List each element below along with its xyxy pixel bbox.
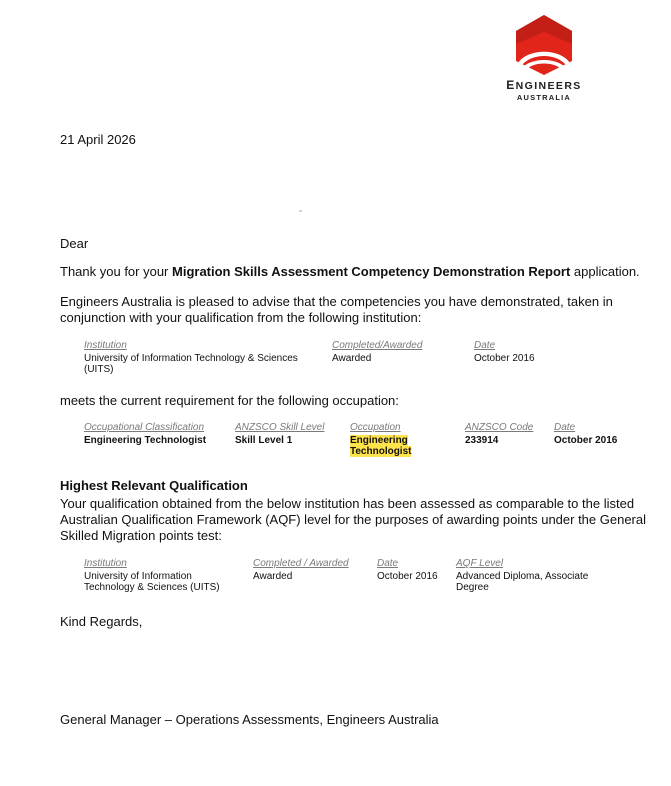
institution-header: Institution — [84, 340, 127, 351]
anzsco-code-header: ANZSCO Code — [465, 422, 534, 433]
meets-requirement-text: meets the current requirement for the following occupation: — [60, 393, 399, 408]
highest-qualification-heading: Highest Relevant Qualification — [60, 478, 248, 493]
aqf-level-value: Advanced Diploma, Associate Degree — [456, 571, 589, 593]
aqf-completed-value: Awarded — [253, 571, 293, 582]
classification-value: Engineering Technologist — [84, 435, 207, 446]
signature-title: General Manager – Operations Assessments, Engineers Australia — [60, 712, 439, 727]
skill-level-header: ANZSCO Skill Level — [235, 422, 325, 433]
aqf-completed-header: Completed / Awarded — [253, 558, 349, 569]
advice-paragraph: Engineers Australia is pleased to advise that the competencies you have demonstrated, taken in conjunction with your qualification from the following institution: — [60, 294, 613, 325]
highest-qualification-paragraph: Your qualification obtained from the below institution has been assessed as comparable to the listed Australian Qualification Framework (AQF) level for the purposes of awarding points under the General Skilled Migration points test: — [60, 496, 647, 543]
logo-brand-name: ENGINEERS — [506, 78, 582, 92]
date-value: October 2016 — [474, 353, 535, 364]
scan-artifact — [299, 210, 302, 212]
logo-subtitle: AUSTRALIA — [516, 93, 572, 102]
greeting: Dear — [60, 236, 89, 251]
occupation-header: Occupation — [350, 422, 401, 433]
engineers-australia-logo — [502, 14, 586, 102]
anzsco-code-value: 233914 — [465, 435, 499, 446]
closing-text: Kind Regards, — [60, 614, 143, 629]
occupation-date-header: Date — [554, 422, 576, 433]
date-header: Date — [474, 340, 496, 351]
skill-level-value: Skill Level 1 — [235, 435, 293, 446]
aqf-level-header: AQF Level — [456, 558, 504, 569]
completed-header: Completed/Awarded — [332, 340, 423, 351]
occupation-value: Engineering Technologist — [350, 435, 412, 457]
hexagon-emblem-icon — [514, 14, 574, 76]
letter-date: 21 April 2026 — [60, 132, 136, 147]
application-type: Migration Skills Assessment Competency Demonstration Report — [172, 264, 571, 279]
intro-paragraph: Thank you for your Migration Skills Assessment Competency Demonstration Report application. — [60, 264, 640, 279]
aqf-institution-value: University of Information Technology & Sciences (UITS) — [84, 571, 220, 593]
completed-value: Awarded — [332, 353, 372, 364]
aqf-institution-header: Institution — [84, 558, 127, 569]
classification-header: Occupational Classification — [84, 422, 205, 433]
aqf-date-value: October 2016 — [377, 571, 438, 582]
institution-value: University of Information Technology & Sciences (UITS) — [84, 353, 298, 375]
occupation-date-value: October 2016 — [554, 435, 618, 446]
aqf-date-header: Date — [377, 558, 399, 569]
